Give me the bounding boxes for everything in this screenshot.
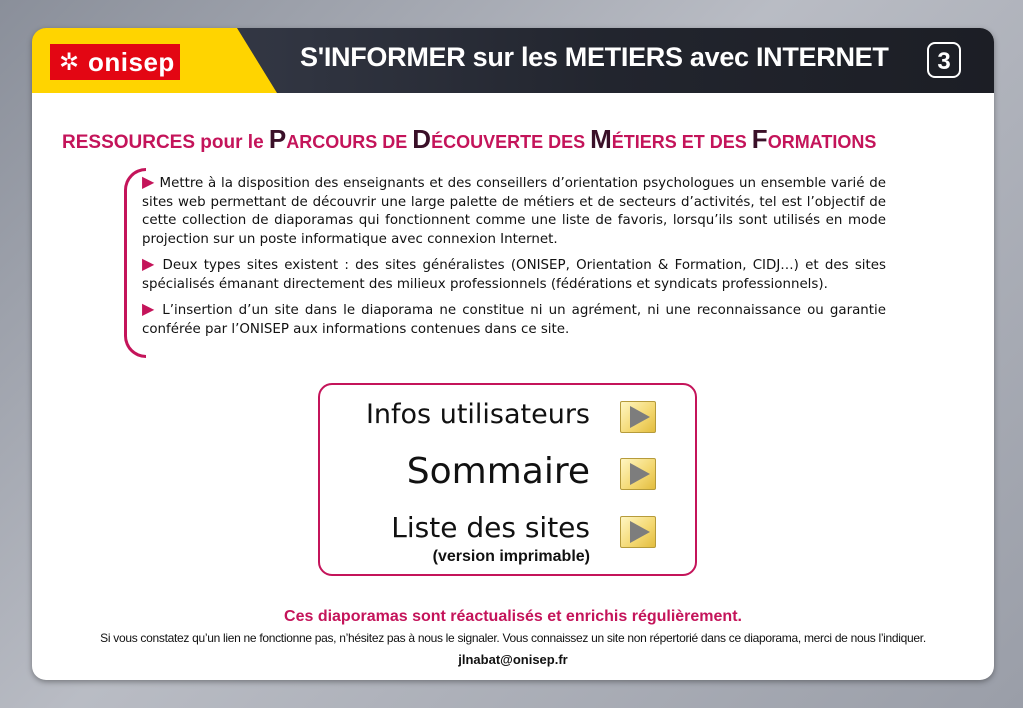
page-title: S'INFORMER sur les METIERS avec INTERNET	[300, 42, 889, 72]
paragraph-text: L’insertion d’un site dans le diaporama ne constitue ni un agrément, ni une reconnaissance ou garantie conférée par l’ONISEP aux informations contenues dans ce site.	[142, 303, 887, 337]
play-triangle-icon: ▶	[142, 299, 157, 318]
sommaire-button[interactable]	[620, 458, 656, 490]
subtitle-word: ÉTIERS ET DES	[611, 132, 752, 152]
navigation-box	[318, 383, 697, 576]
liste-des-sites-label: Liste des sites	[391, 511, 590, 544]
header-bar	[32, 28, 994, 93]
feedback-notice: Si vous constatez qu’un lien ne fonctionne pas, n’hésitez pas à nous le signaler. Vous connaissez un site non répertorié dans ce diaporama, merci de nous l’indiquer.	[100, 631, 926, 645]
subtitle-word: ARCOURS DE	[286, 132, 413, 152]
subtitle-initial: M	[590, 124, 612, 154]
subtitle-word: ORMATIONS	[767, 132, 877, 152]
logo-text: onisep	[88, 47, 175, 77]
infos-utilisateurs-button[interactable]	[620, 401, 656, 433]
play-triangle-icon: ▶	[142, 172, 155, 191]
intro-text	[142, 173, 886, 345]
sommaire-label: Sommaire	[406, 451, 590, 492]
paragraph-text: Mettre à la disposition des enseignants et des conseillers d’orientation psychologues un ensemble varié de sites web permettant de découvrir une large palette de métiers et de secteurs d’activités, tel est l’objectif de cette collection de diaporamas qui fonctionnent comme une liste de favoris, lorsqu’ils sont utilisés en mode projection sur un poste informatique avec connexion Internet.	[142, 176, 886, 247]
paragraph-text: Deux types sites existent : des sites généralistes (ONISEP, Orientation & Formation, CIDJ…) et des sites spécialisés émanant directement des milieux professionnels (fédérations et syndicats professionnels).	[142, 258, 886, 292]
play-triangle-icon: ▶	[142, 254, 157, 273]
subtitle-lead: RESSOURCES pour le	[62, 132, 269, 153]
intro-paragraph	[142, 300, 886, 339]
intro-paragraph	[142, 173, 886, 249]
play-button-icon	[630, 521, 650, 543]
slide-number-badge: 3	[927, 42, 961, 78]
slide	[32, 28, 994, 680]
liste-des-sites-button[interactable]	[620, 516, 656, 548]
version-imprimable-label: (version imprimable)	[432, 548, 590, 565]
subtitle-initial: P	[268, 124, 287, 154]
subtitle-initial: D	[412, 124, 432, 154]
subtitle-initial: F	[751, 124, 768, 154]
update-notice: Ces diaporamas sont réactualisés et enrichis régulièrement.	[284, 608, 742, 625]
onisep-logo[interactable]	[50, 44, 180, 80]
infos-utilisateurs-label: Infos utilisateurs	[365, 399, 590, 430]
section-subtitle	[62, 124, 992, 155]
onisep-star-logo-icon: ✲	[58, 48, 80, 76]
play-button-icon	[630, 463, 650, 485]
intro-paragraph	[142, 255, 886, 294]
contact-email-link[interactable]: jlnabat@onisep.fr	[458, 652, 568, 667]
play-button-icon	[630, 406, 650, 428]
subtitle-word: ÉCOUVERTE DES	[431, 132, 591, 152]
